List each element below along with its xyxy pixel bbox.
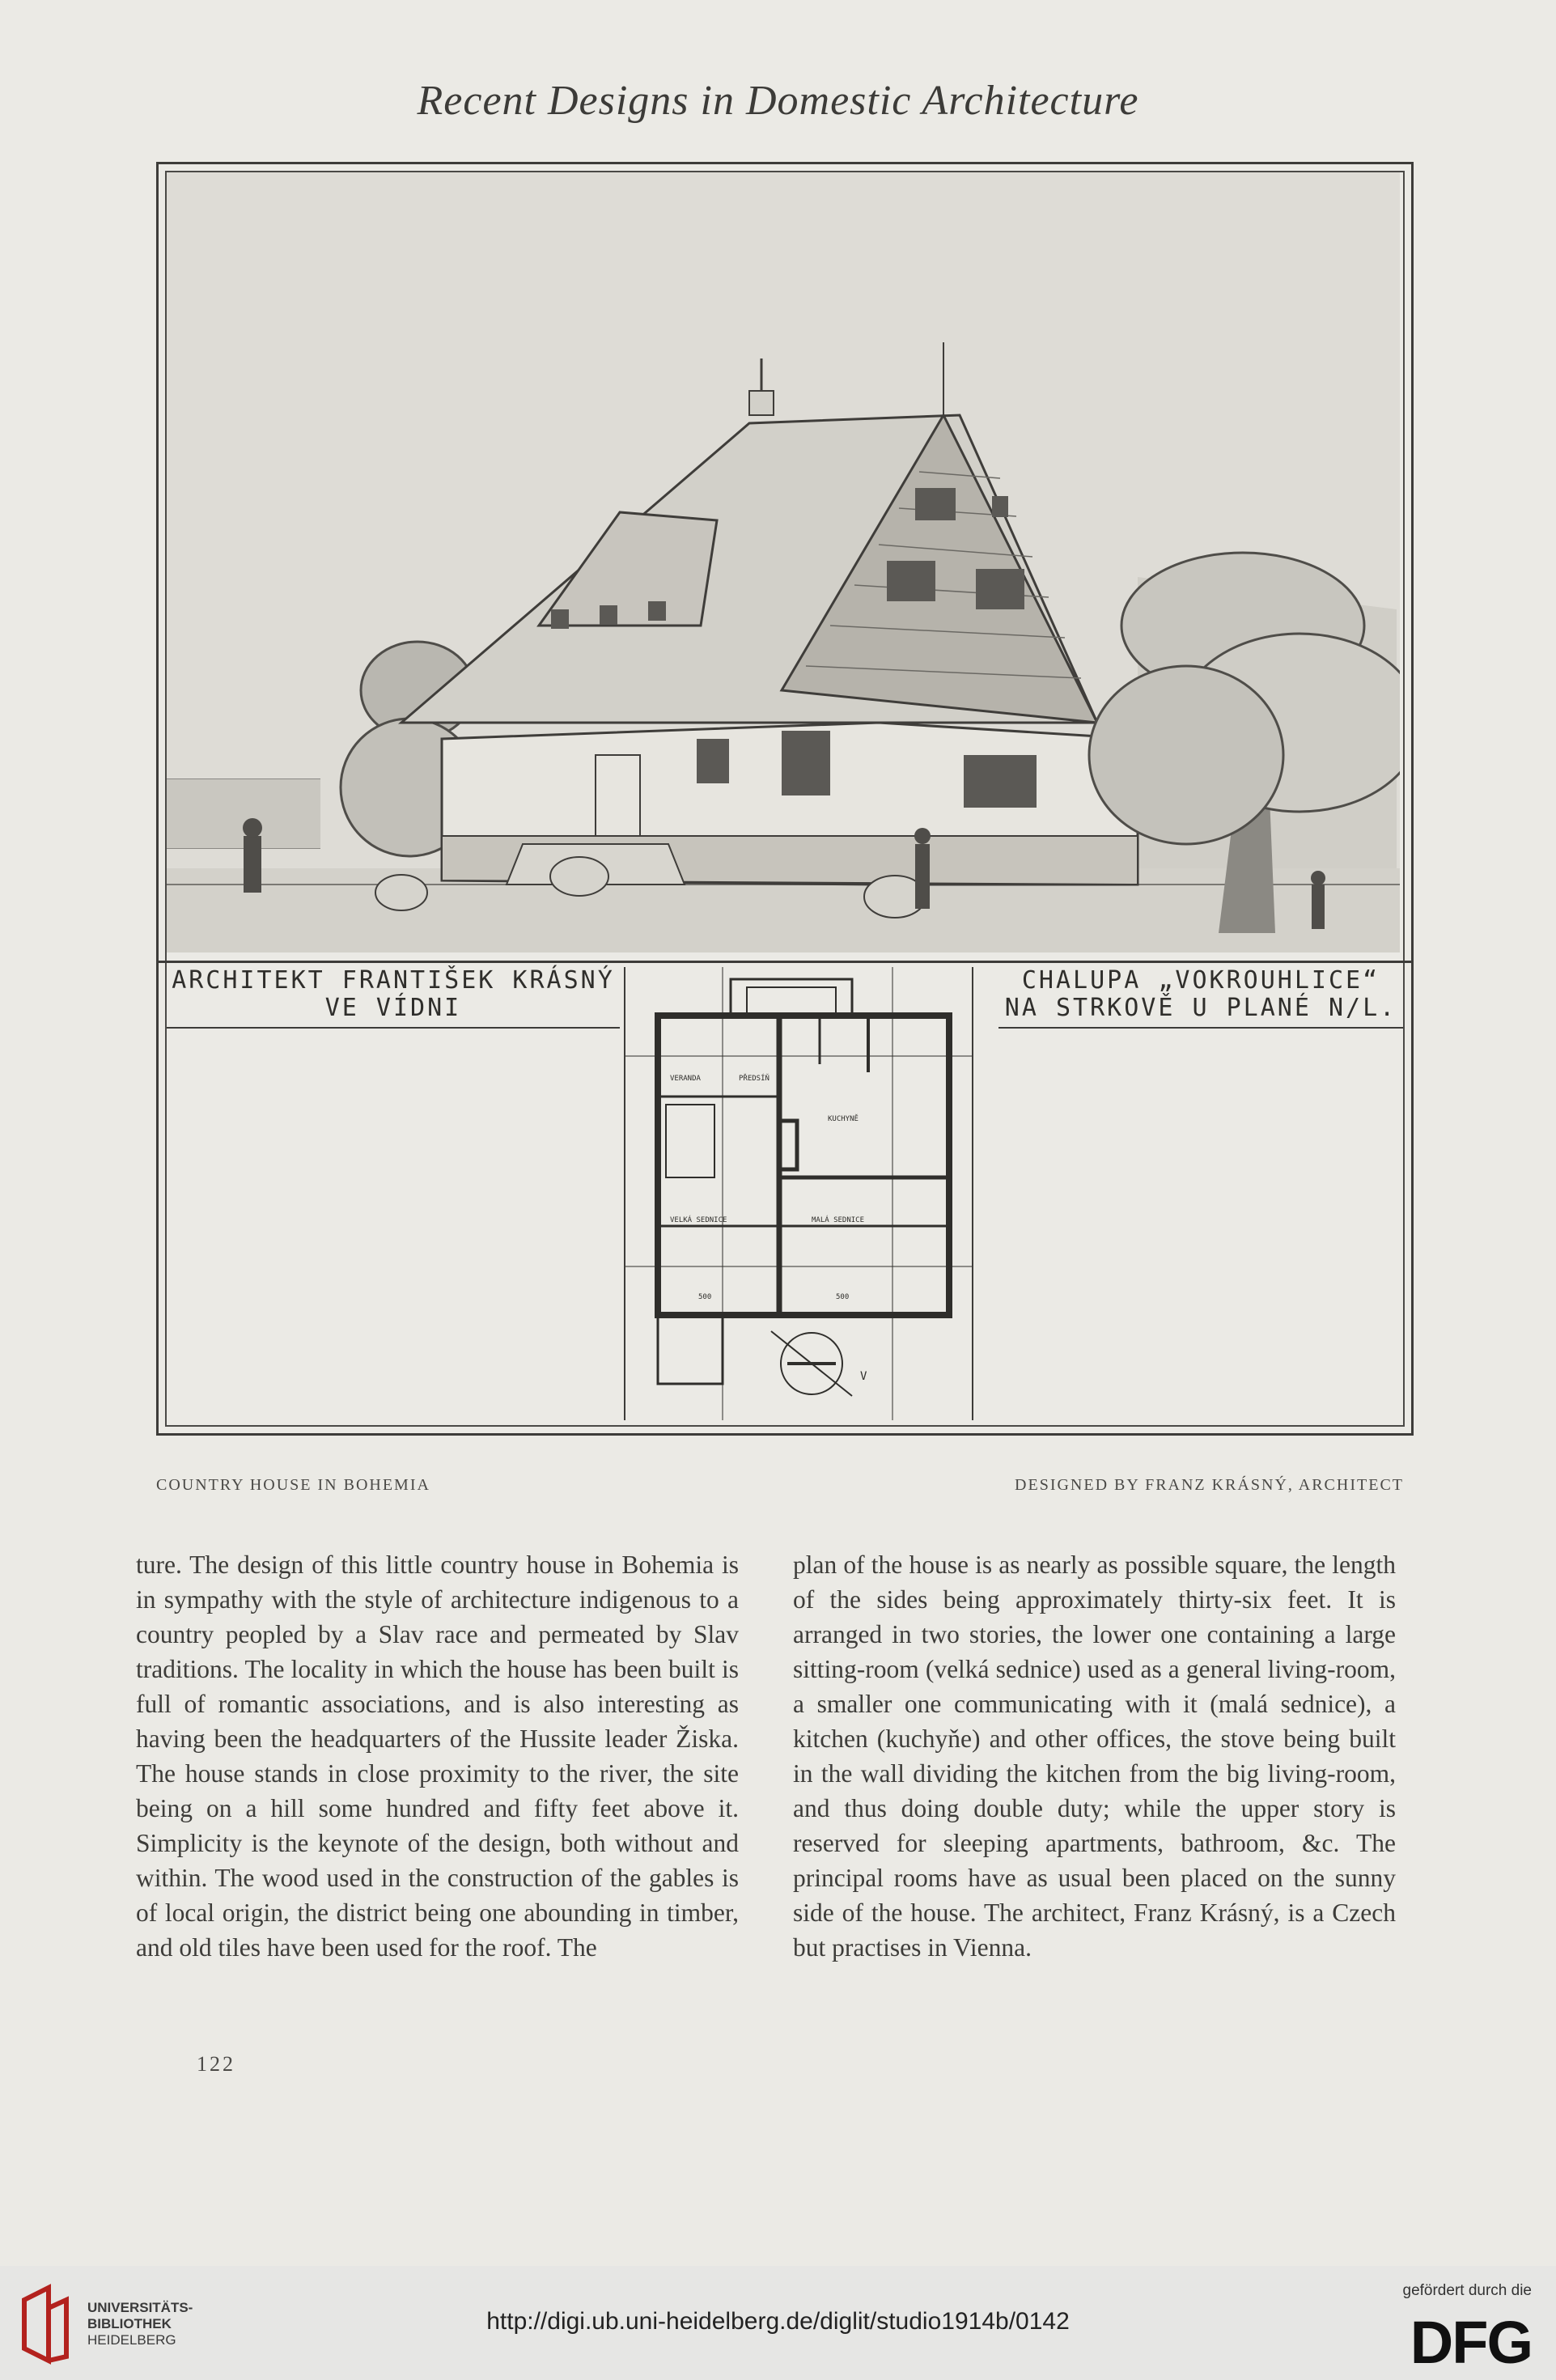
plan-dimension-left: 500 [698,1293,712,1301]
illustration-plate [156,162,1414,1436]
library-name-line1: UNIVERSITÄTS- [87,2300,193,2315]
body-text-right: plan of the house is as nearly as possible square, the length of the sides being approximately thirty-six feet. It is arranged in two stories, the lower one containing a large sitting-room (velká sednice) used as a general living-room, a smaller one communicating with it (malá sednice), a kitchen (kuchyňe) and other offices, the stove being built in the wall dividing the kitchen from the big living-room, and thus doing double duty; while the upper story is reserved for sleeping apartments, bathroom, &c. The principal rooms have as usual been placed on the sunny side of the house. The architect, Franz Krásný, is a Czech but practises in Vienna. [793,1551,1396,1962]
body-text-left: ture. The design of this little country house in Bohemia is in sympathy with the style of architecture indigenous to a country peopled by a Slav race and permeated by Slav traditions. The locality in which the house has been built is full of romantic associations, and is also interesting as having been the headquarters of the Hussite leader Žiska. The house stands in close proximity to the river, the site being on a hill some hundred and fifty feet above it. Simplicity is the keynote of the design, both without and within. The wood used in the construction of the gables is of local origin, the district being one abounding in timber, and old tiles have been used for the roof. The [136,1551,739,1962]
plan-label-kuchyne: KUCHYNĚ [828,1115,859,1123]
house-name-label [998,967,1403,1029]
plan-dimension-right: 500 [836,1293,850,1301]
page-number: 122 [197,2052,235,2076]
floor-plan-frame [624,967,973,1420]
compass-v-label: V [860,1370,867,1383]
body-column-left [136,1547,739,1965]
house-name-label-line2: NA STRKOVĚ U PLANÉ N/L. [1004,994,1397,1022]
library-name-line3: HEIDELBERG [87,2332,176,2348]
architect-label-line2: VE VÍDNI [324,994,462,1022]
funding-note: gefördert durch die [1402,2282,1532,2299]
caption-right: DESIGNED BY FRANZ KRÁSNÝ, ARCHITECT [1015,1476,1404,1494]
architect-label-line1: ARCHITEKT FRANTIŠEK KRÁSNÝ [172,966,615,995]
plate-divider [159,961,1411,963]
library-name-line2: BIBLIOTHEK [87,2316,172,2331]
house-perspective-drawing [167,172,1400,952]
plan-label-velka-sednice: VELKÁ SEDNICE [670,1216,727,1224]
architect-label [167,967,620,1029]
viewer-footer [0,2266,1556,2380]
plan-label-mala-sednice: MALÁ SEDNICE [812,1216,865,1224]
plan-label-veranda: VERANDA [670,1075,701,1083]
floor-plan-drawing [625,967,972,1420]
caption-left: COUNTRY HOUSE IN BOHEMIA [156,1476,430,1494]
permalink-url[interactable]: http://digi.ub.uni-heidelberg.de/diglit/studio1914b/0142 [486,2308,1070,2335]
body-column-right [793,1547,1396,1965]
plan-label-predsin: PŘEDSÍŇ [739,1075,770,1083]
running-title: Recent Designs in Domestic Architecture [417,78,1139,124]
dfg-logo: DFG [1410,2309,1532,2376]
house-name-label-line1: CHALUPA „VOKROUHLICE“ [1021,966,1380,995]
